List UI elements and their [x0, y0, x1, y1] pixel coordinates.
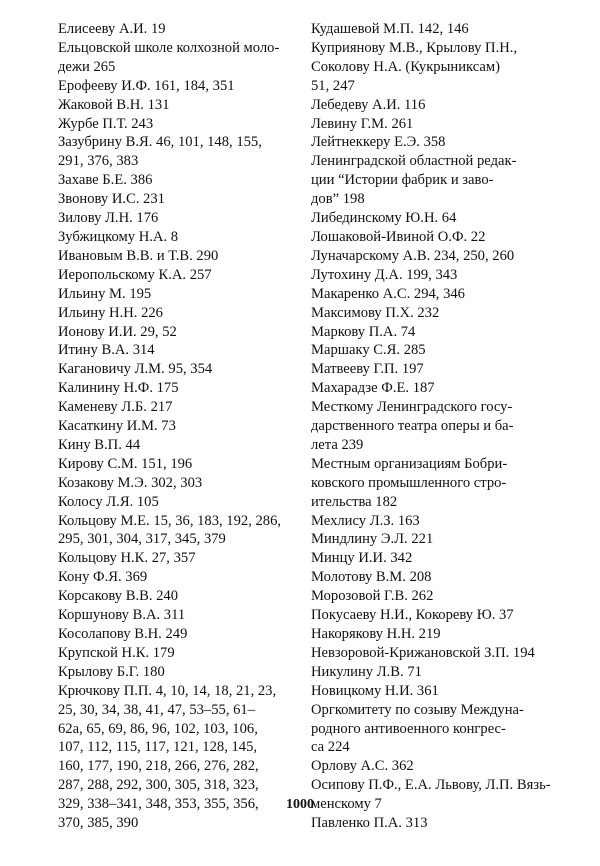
index-entry-line: дов” 198 — [311, 191, 365, 208]
index-entry-line: Иеропольскому К.А. 257 — [58, 266, 212, 283]
index-entry-line: лета 239 — [311, 436, 364, 453]
index-entry — [311, 96, 553, 115]
index-entry — [311, 152, 553, 209]
index-entry — [58, 39, 290, 77]
index-entry-line: Кирову С.М. 151, 196 — [58, 455, 193, 472]
page-number: 1000 — [286, 797, 314, 812]
index-entry-line: Ивановым В.В. и Т.В. 290 — [58, 247, 219, 264]
index-entry — [311, 304, 553, 323]
index-entry — [311, 549, 553, 568]
index-entry-line: Мехлису Л.З. 163 — [311, 512, 420, 529]
index-entry — [311, 757, 553, 776]
index-entry — [58, 115, 290, 134]
index-entry — [58, 190, 290, 209]
index-entry — [311, 379, 553, 398]
index-entry — [58, 77, 290, 96]
index-entry — [311, 512, 553, 531]
index-entry-line: Кольцову М.Е. 15, 36, 183, 192, 286, — [58, 512, 282, 529]
index-entry-line: Ильину Н.Н. 226 — [58, 304, 163, 321]
index-entry — [58, 417, 290, 436]
index-entry-line: Орлову А.С. 362 — [311, 758, 414, 775]
index-entry — [58, 379, 290, 398]
index-entry — [58, 20, 290, 39]
index-entry-line: 295, 301, 304, 317, 345, 379 — [58, 531, 226, 548]
index-entry-line: 51, 247 — [311, 77, 355, 94]
index-entry — [311, 323, 553, 342]
index-entry-line: Крупской Н.К. 179 — [58, 644, 175, 661]
index-entry-line: Новицкому Н.И. 361 — [311, 682, 439, 699]
index-entry-line: Максимову П.Х. 232 — [311, 304, 440, 321]
index-entry — [311, 20, 553, 39]
index-entry — [58, 568, 290, 587]
index-entry-line: Ильину М. 195 — [58, 285, 152, 302]
index-entry-line: дарственного театра оперы и ба- — [311, 418, 514, 435]
index-entry — [311, 606, 553, 625]
index-entry-line: Местным организациям Бобри- — [311, 455, 508, 472]
index-entry-line: Минцу И.И. 342 — [311, 550, 413, 567]
index-entry — [58, 96, 290, 115]
index-entry — [58, 228, 290, 247]
index-entry — [58, 606, 290, 625]
index-entry — [311, 568, 553, 587]
index-entry-line: Левину Г.М. 261 — [311, 115, 414, 132]
index-entry — [58, 304, 290, 323]
index-entry — [58, 587, 290, 606]
index-entry — [311, 625, 553, 644]
index-entry-line: Махарадзе Ф.Е. 187 — [311, 380, 435, 397]
index-entry-line: Корсакову В.В. 240 — [58, 588, 179, 605]
index-entry-line: 160, 177, 190, 218, 266, 276, 282, — [58, 758, 259, 775]
index-entry — [311, 814, 553, 833]
index-entry-line: Коршунову В.А. 311 — [58, 607, 186, 624]
index-entry-line: Кагановичу Л.М. 95, 354 — [58, 361, 213, 378]
index-entry-line: Елисееву А.И. 19 — [58, 21, 166, 37]
index-entry — [58, 171, 290, 190]
index-entry — [58, 209, 290, 228]
index-entry — [311, 644, 553, 663]
index-entry-line: Невзоровой-Крижановской З.П. 194 — [311, 644, 535, 661]
index-entry-line: 62а, 65, 69, 86, 96, 102, 103, 106, — [58, 720, 258, 737]
index-column-right — [311, 20, 553, 833]
index-entry-line: Оргкомитету по созыву Междуна- — [311, 701, 524, 718]
index-entry-line: Кину В.П. 44 — [58, 436, 141, 453]
index-entry — [311, 398, 553, 455]
index-entry — [58, 474, 290, 493]
index-entry-line: Звонову И.С. 231 — [58, 191, 165, 208]
index-entry-line: Зазубрину В.Я. 46, 101, 148, 155, — [58, 134, 262, 151]
index-entry — [58, 493, 290, 512]
index-entry-line: Лутохину Д.А. 199, 343 — [311, 266, 458, 283]
index-entry-line: Ленинградской областной редак- — [311, 153, 517, 170]
index-entry-line: Каменеву Л.Б. 217 — [58, 399, 173, 416]
index-column-left — [58, 20, 290, 833]
index-entry — [58, 323, 290, 342]
index-entry-line: родного антивоенного конгрес- — [311, 720, 506, 737]
index-entry-line: ковского промышленного стро- — [311, 474, 507, 491]
index-entry — [311, 209, 553, 228]
index-entry — [58, 133, 290, 171]
index-entry-line: ции “Истории фабрик и заво- — [311, 172, 494, 189]
index-entry-line: са 224 — [311, 739, 350, 756]
index-entry-line: Куприянову М.В., Крылову П.Н., — [311, 39, 518, 56]
index-entry-line: Месткому Ленинградского госу- — [311, 399, 513, 416]
index-entry — [311, 455, 553, 512]
index-entry — [58, 644, 290, 663]
index-entry-line: менскому 7 — [311, 796, 382, 813]
index-entry — [311, 247, 553, 266]
index-entry — [311, 266, 553, 285]
index-entry-line: 287, 288, 292, 300, 305, 318, 323, — [58, 777, 259, 794]
index-entry — [311, 39, 553, 96]
index-entry-line: Крючкову П.П. 4, 10, 14, 18, 21, 23, — [58, 682, 277, 699]
index-entry — [58, 398, 290, 417]
index-entry-line: 107, 112, 115, 117, 121, 128, 145, — [58, 739, 258, 756]
index-entry-line: Кону Ф.Я. 369 — [58, 569, 148, 586]
index-entry-line: Зубжицкому Н.А. 8 — [58, 228, 179, 245]
index-entry-line: Лейтнеккеру Е.Э. 358 — [311, 134, 446, 151]
index-entry-line: Зилову Л.Н. 176 — [58, 210, 159, 227]
index-entry-line: ительства 182 — [311, 493, 398, 510]
index-entry-line: Павленко П.А. 313 — [311, 815, 428, 832]
index-entry — [311, 285, 553, 304]
index-entry — [58, 360, 290, 379]
index-entry-line: Осипову П.Ф., Е.А. Львову, Л.П. Вязь- — [311, 777, 551, 794]
index-entry-line: Матвееву Г.П. 197 — [311, 361, 424, 378]
index-entry-line: Калинину Н.Ф. 175 — [58, 380, 179, 397]
index-entry — [311, 115, 553, 134]
index-entry-line: Накорякову Н.Н. 219 — [311, 626, 441, 642]
index-entry — [311, 663, 553, 682]
index-entry-line: Касаткину И.М. 73 — [58, 418, 176, 435]
index-entry-line: Маркову П.А. 74 — [311, 323, 416, 340]
index-entry — [311, 682, 553, 701]
index-entry — [58, 663, 290, 682]
index-entry-line: Козакову М.Э. 302, 303 — [58, 474, 203, 491]
index-entry-line: Кудашевой М.П. 142, 146 — [311, 21, 469, 37]
index-entry-line: Лошаковой-Ивиной О.Ф. 22 — [311, 228, 486, 245]
index-entry — [58, 625, 290, 644]
index-entry-line: Захаве Б.Е. 386 — [58, 172, 153, 189]
index-entry — [58, 341, 290, 360]
index-entry-line: Итину В.А. 314 — [58, 342, 155, 359]
index-entry-line: Ерофееву И.Ф. 161, 184, 351 — [58, 77, 235, 94]
index-entry — [58, 266, 290, 285]
index-entry-line: 291, 376, 383 — [58, 153, 139, 170]
index-entry-line: Покусаеву Н.И., Кокореву Ю. 37 — [311, 607, 514, 624]
index-entry-line: Макаренко А.С. 294, 346 — [311, 285, 465, 302]
index-entry — [311, 341, 553, 360]
index-entry-line: Лебедеву А.И. 116 — [311, 96, 426, 113]
index-entry-line: Либединскому Ю.Н. 64 — [311, 210, 457, 227]
index-entry-line: 370, 385, 390 — [58, 815, 139, 832]
index-entry-line: Колосу Л.Я. 105 — [58, 493, 159, 510]
index-entry — [58, 285, 290, 304]
index-entry-line: Молотову В.М. 208 — [311, 569, 432, 586]
index-entry-line: Кольцову Н.К. 27, 357 — [58, 550, 196, 567]
index-entry-line: Ельцовской школе колхозной моло- — [58, 39, 280, 56]
index-entry — [311, 701, 553, 758]
index-entry-line: 25, 30, 34, 38, 41, 47, 53–55, 61– — [58, 701, 256, 718]
index-entry-line: Никулину Л.В. 71 — [311, 663, 422, 680]
index-entry — [311, 360, 553, 379]
index-entry — [58, 436, 290, 455]
index-entry — [58, 247, 290, 266]
index-entry-line: Крылову Б.Г. 180 — [58, 663, 165, 680]
index-entry-line: Жаковой В.Н. 131 — [58, 96, 170, 113]
index-entry — [58, 455, 290, 474]
index-entry-line: Косолапову В.Н. 249 — [58, 626, 188, 642]
index-entry-line: Луначарскому А.В. 234, 250, 260 — [311, 247, 515, 264]
index-entry — [311, 587, 553, 606]
index-entry-line: Соколову Н.А. (Кукрыниксам) — [311, 58, 500, 75]
index-entry-line: дежи 265 — [58, 58, 116, 75]
index-entry — [311, 133, 553, 152]
index-entry — [58, 549, 290, 568]
index-entry — [58, 512, 290, 550]
index-entry — [311, 530, 553, 549]
index-entry — [311, 228, 553, 247]
index-entry-line: Миндлину Э.Л. 221 — [311, 531, 434, 548]
index-entry-line: 329, 338–341, 348, 353, 355, 356, — [58, 796, 259, 813]
index-entry-line: Ионову И.И. 29, 52 — [58, 323, 177, 340]
index-entry-line: Журбе П.Т. 243 — [58, 115, 154, 132]
index-entry-line: Маршаку С.Я. 285 — [311, 342, 426, 359]
index-entry-line: Морозовой Г.В. 262 — [311, 588, 434, 605]
